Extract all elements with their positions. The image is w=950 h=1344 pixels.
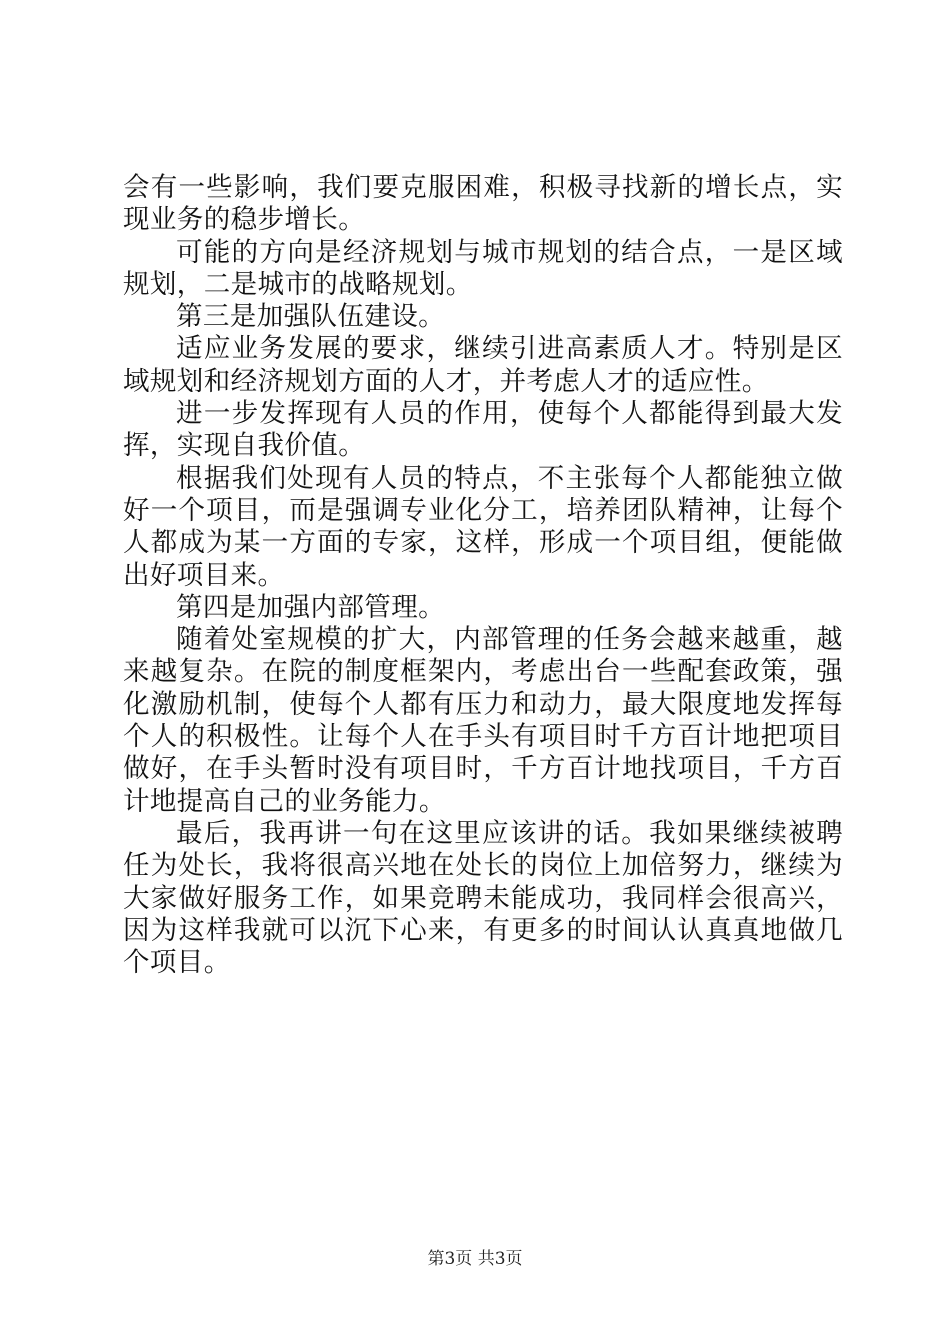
section-heading-team: 第三是加强队伍建设。	[176, 301, 445, 333]
paragraph-4: 适应业务发展的要求，继续引进高素质人才。特别是区域规划和经济规划方面的人才，并考虑人才的适应性。	[123, 333, 843, 397]
paragraph-5: 进一步发挥现有人员的作用，使每个人都能得到最大发挥，实现自我价值。	[123, 398, 843, 462]
paragraph-6: 根据我们处现有人员的特点，不主张每个人都能独立做好一个项目，而是强调专业化分工，培养团队精神，让每个人都成为某一方面的专家，这样，形成一个项目组，便能做出好项目来。	[123, 462, 843, 591]
paragraph-1: 会有一些影响，我们要克服困难，积极寻找新的增长点，实现业务的稳步增长。	[123, 172, 843, 236]
paragraph-2: 可能的方向是经济规划与城市规划的结合点，一是区域规划，二是城市的战略规划。	[123, 236, 843, 300]
paragraph-9: 最后，我再讲一句在这里应该讲的话。我如果继续被聘任为处长，我将很高兴地在处长的岗位上加倍努力，继续为大家做好服务工作，如果竞聘未能成功，我同样会很高兴，因为这样我就可以沉下心来，有更多的时间认认真真地做几个项目。	[123, 817, 843, 979]
paragraph-8: 随着处室规模的扩大，内部管理的任务会越来越重，越来越复杂。在院的制度框架内，考虑出台一些配套政策，强化激励机制，使每个人都有压力和动力，最大限度地发挥每个人的积极性。让每个人在手头有项目时千方百计地把项目做好，在手头暂时没有项目时，千方百计地找项目，千方百计地提高自己的业务能力。	[123, 624, 843, 817]
document-body	[123, 172, 843, 979]
section-heading-management: 第四是加强内部管理。	[176, 591, 445, 623]
page-footer: 第3页 共3页	[427, 1249, 523, 1269]
